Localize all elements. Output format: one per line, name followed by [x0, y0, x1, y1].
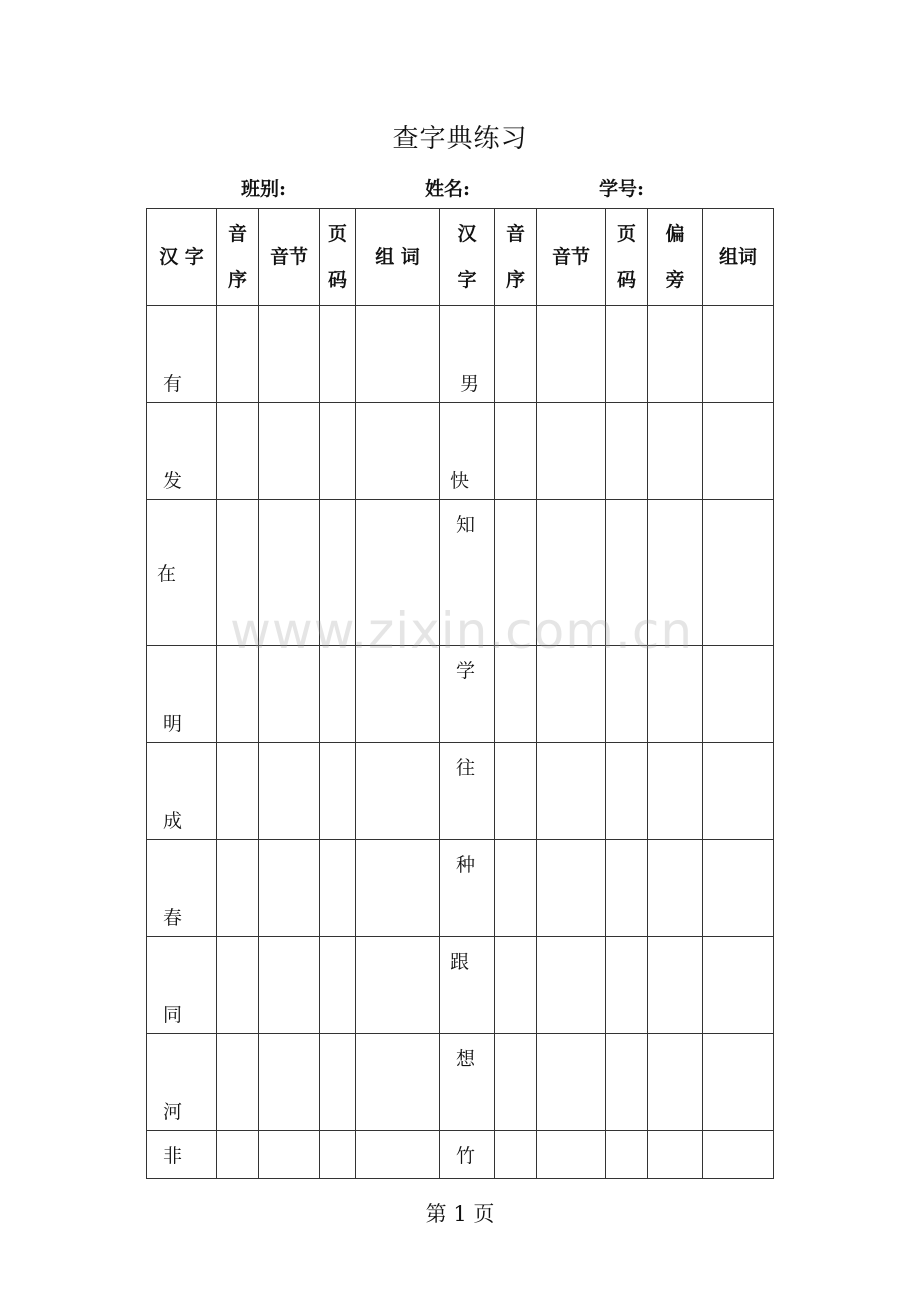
answer-cell[interactable] — [648, 403, 703, 500]
answer-cell[interactable] — [495, 1131, 537, 1179]
answer-cell[interactable] — [703, 403, 774, 500]
answer-cell[interactable] — [356, 1131, 440, 1179]
answer-cell[interactable] — [320, 403, 356, 500]
answer-cell[interactable] — [217, 937, 259, 1034]
answer-cell[interactable] — [648, 306, 703, 403]
header-left-page: 页 码 — [320, 209, 356, 306]
header-right-syllable: 音节 — [537, 209, 606, 306]
row-left-character: 同 — [147, 937, 217, 1034]
row-right-character: 学 — [440, 646, 495, 743]
header-right-initial: 音 序 — [495, 209, 537, 306]
table-row — [147, 1131, 774, 1179]
row-left-character: 成 — [147, 743, 217, 840]
answer-cell[interactable] — [648, 646, 703, 743]
dictionary-practice-table — [146, 208, 774, 1179]
header-left-syllable: 音节 — [259, 209, 320, 306]
answer-cell[interactable] — [703, 306, 774, 403]
table-row — [147, 403, 774, 500]
row-right-character: 想 — [440, 1034, 495, 1131]
row-left-character: 在 — [147, 500, 217, 646]
answer-cell[interactable] — [320, 743, 356, 840]
row-right-character: 竹 — [440, 1131, 495, 1179]
answer-cell[interactable] — [703, 937, 774, 1034]
row-right-character: 往 — [440, 743, 495, 840]
answer-cell[interactable] — [356, 500, 440, 646]
answer-cell[interactable] — [537, 646, 606, 743]
table-row — [147, 937, 774, 1034]
answer-cell[interactable] — [259, 646, 320, 743]
answer-cell[interactable] — [495, 840, 537, 937]
answer-cell[interactable] — [537, 937, 606, 1034]
row-right-character: 种 — [440, 840, 495, 937]
table-row — [147, 743, 774, 840]
header-left-initial: 音 序 — [217, 209, 259, 306]
answer-cell[interactable] — [537, 500, 606, 646]
table-row — [147, 646, 774, 743]
answer-cell[interactable] — [703, 646, 774, 743]
answer-cell[interactable] — [495, 937, 537, 1034]
answer-cell[interactable] — [320, 1034, 356, 1131]
answer-cell[interactable] — [648, 840, 703, 937]
answer-cell[interactable] — [537, 1034, 606, 1131]
answer-cell[interactable] — [320, 937, 356, 1034]
answer-cell[interactable] — [606, 403, 648, 500]
header-right-character: 汉 字 — [440, 209, 495, 306]
answer-cell[interactable] — [259, 403, 320, 500]
answer-cell[interactable] — [703, 1034, 774, 1131]
answer-cell[interactable] — [259, 840, 320, 937]
answer-cell[interactable] — [537, 840, 606, 937]
answer-cell[interactable] — [259, 306, 320, 403]
header-right-radical: 偏 旁 — [648, 209, 703, 306]
answer-cell[interactable] — [217, 1131, 259, 1179]
answer-cell[interactable] — [537, 403, 606, 500]
answer-cell[interactable] — [606, 840, 648, 937]
answer-cell[interactable] — [320, 306, 356, 403]
answer-cell[interactable] — [217, 403, 259, 500]
row-left-character: 发 — [147, 403, 217, 500]
answer-cell[interactable] — [537, 743, 606, 840]
answer-cell[interactable] — [217, 743, 259, 840]
class-field-label: 班别: — [241, 178, 287, 200]
answer-cell[interactable] — [356, 937, 440, 1034]
answer-cell[interactable] — [606, 306, 648, 403]
table-row — [147, 840, 774, 937]
answer-cell[interactable] — [320, 1131, 356, 1179]
answer-cell[interactable] — [495, 306, 537, 403]
answer-cell[interactable] — [537, 1131, 606, 1179]
row-left-character: 非 — [147, 1131, 217, 1179]
row-left-character: 明 — [147, 646, 217, 743]
answer-cell[interactable] — [495, 500, 537, 646]
answer-cell[interactable] — [320, 500, 356, 646]
answer-cell[interactable] — [217, 1034, 259, 1131]
answer-cell[interactable] — [703, 840, 774, 937]
answer-cell[interactable] — [259, 500, 320, 646]
row-right-character: 男 — [440, 306, 495, 403]
answer-cell[interactable] — [259, 743, 320, 840]
answer-cell[interactable] — [356, 1034, 440, 1131]
answer-cell[interactable] — [606, 937, 648, 1034]
row-left-character: 河 — [147, 1034, 217, 1131]
answer-cell[interactable] — [606, 1131, 648, 1179]
answer-cell[interactable] — [606, 646, 648, 743]
student-number-field-label: 学号: — [599, 178, 645, 200]
answer-cell[interactable] — [259, 1131, 320, 1179]
answer-cell[interactable] — [606, 1034, 648, 1131]
answer-cell[interactable] — [648, 1131, 703, 1179]
answer-cell[interactable] — [259, 1034, 320, 1131]
answer-cell[interactable] — [495, 743, 537, 840]
row-right-character: 跟 — [440, 937, 495, 1034]
header-right-page: 页 码 — [606, 209, 648, 306]
answer-cell[interactable] — [648, 937, 703, 1034]
answer-cell[interactable] — [648, 743, 703, 840]
answer-cell[interactable] — [537, 306, 606, 403]
answer-cell[interactable] — [703, 1131, 774, 1179]
answer-cell[interactable] — [217, 306, 259, 403]
answer-cell[interactable] — [703, 500, 774, 646]
row-left-character: 有 — [147, 306, 217, 403]
answer-cell[interactable] — [356, 403, 440, 500]
header-right-word: 组词 — [703, 209, 774, 306]
table-row — [147, 500, 774, 646]
answer-cell[interactable] — [320, 840, 356, 937]
row-right-character: 知 — [440, 500, 495, 646]
answer-cell[interactable] — [217, 646, 259, 743]
answer-cell[interactable] — [703, 743, 774, 840]
answer-cell[interactable] — [356, 743, 440, 840]
answer-cell[interactable] — [356, 840, 440, 937]
answer-cell[interactable] — [356, 646, 440, 743]
table-row — [147, 306, 774, 403]
answer-cell[interactable] — [495, 1034, 537, 1131]
answer-cell[interactable] — [356, 306, 440, 403]
table-row — [147, 1034, 774, 1131]
answer-cell[interactable] — [648, 500, 703, 646]
header-left-character: 汉 字 — [147, 209, 217, 306]
answer-cell[interactable] — [606, 743, 648, 840]
answer-cell[interactable] — [217, 500, 259, 646]
watermark-text: www.zixin.com.cn — [230, 602, 694, 660]
answer-cell[interactable] — [648, 1034, 703, 1131]
page-title: 查字典练习 — [392, 124, 528, 154]
row-left-character: 春 — [147, 840, 217, 937]
answer-cell[interactable] — [217, 840, 259, 937]
header-left-word: 组 词 — [356, 209, 440, 306]
page-number: 第 1 页 — [425, 1202, 495, 1226]
answer-cell[interactable] — [320, 646, 356, 743]
answer-cell[interactable] — [495, 403, 537, 500]
name-field-label: 姓名: — [425, 178, 471, 200]
answer-cell[interactable] — [259, 937, 320, 1034]
answer-cell[interactable] — [606, 500, 648, 646]
row-right-character: 快 — [440, 403, 495, 500]
table-header-row — [147, 209, 774, 306]
answer-cell[interactable] — [495, 646, 537, 743]
